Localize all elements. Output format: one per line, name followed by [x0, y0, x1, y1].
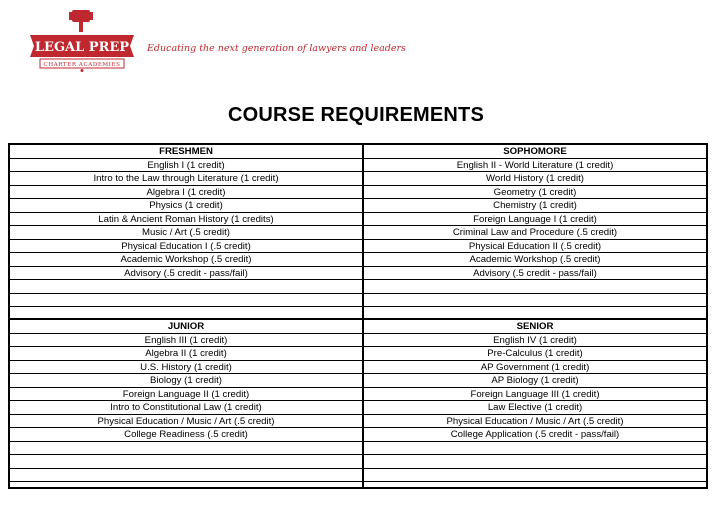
legal-prep-logo	[28, 8, 136, 72]
empty-row	[10, 469, 362, 483]
logo-subtitle: CHARTER ACADEMIES	[43, 62, 121, 68]
course-row: English I (1 credit)	[10, 159, 362, 173]
empty-row	[10, 442, 362, 456]
course-row: AP Government (1 credit)	[364, 361, 706, 375]
tagline: Educating the next generation of lawyers and leaders	[147, 43, 406, 54]
freshmen-section	[10, 145, 364, 320]
year-header: JUNIOR	[10, 320, 362, 334]
course-row: Academic Workshop (.5 credit)	[364, 253, 706, 267]
course-row: Biology (1 credit)	[10, 374, 362, 388]
course-row: Physical Education / Music / Art (.5 credit)	[10, 415, 362, 429]
course-row: U.S. History (1 credit)	[10, 361, 362, 375]
gavel-icon	[28, 8, 136, 72]
empty-row	[364, 469, 706, 483]
course-row: Music / Art (.5 credit)	[10, 226, 362, 240]
course-row: Algebra II (1 credit)	[10, 347, 362, 361]
sophomore-section	[364, 145, 706, 320]
course-row: Advisory (.5 credit - pass/fail)	[10, 267, 362, 281]
course-row: Law Elective (1 credit)	[364, 401, 706, 415]
course-row: Geometry (1 credit)	[364, 186, 706, 200]
course-row: English II - World Literature (1 credit)	[364, 159, 706, 173]
empty-row	[10, 307, 362, 318]
page-title: COURSE REQUIREMENTS	[227, 104, 485, 126]
course-row: Physical Education / Music / Art (.5 credit)	[364, 415, 706, 429]
course-row: Physical Education I (.5 credit)	[10, 240, 362, 254]
course-row: Physics (1 credit)	[10, 199, 362, 213]
course-row: Foreign Language II (1 credit)	[10, 388, 362, 402]
course-row: College Application (.5 credit - pass/fail)	[364, 428, 706, 442]
course-row: Foreign Language III (1 credit)	[364, 388, 706, 402]
year-header: SOPHOMORE	[364, 145, 706, 159]
year-header: SENIOR	[364, 320, 706, 334]
course-row: English IV (1 credit)	[364, 334, 706, 348]
empty-row	[364, 294, 706, 308]
empty-row	[10, 482, 362, 487]
course-row: Advisory (.5 credit - pass/fail)	[364, 267, 706, 281]
empty-row	[10, 455, 362, 469]
course-row: Latin & Ancient Roman History (1 credits)	[10, 213, 362, 227]
course-row: Physical Education II (.5 credit)	[364, 240, 706, 254]
empty-row	[364, 307, 706, 318]
course-row: Academic Workshop (.5 credit)	[10, 253, 362, 267]
course-row: Pre-Calculus (1 credit)	[364, 347, 706, 361]
empty-row	[364, 482, 706, 487]
empty-row	[364, 455, 706, 469]
empty-row	[10, 294, 362, 308]
empty-row	[364, 280, 706, 294]
senior-section	[364, 320, 706, 487]
logo-name: LEGAL PREP	[34, 40, 130, 55]
course-row: World History (1 credit)	[364, 172, 706, 186]
empty-row	[10, 280, 362, 294]
course-row: Algebra I (1 credit)	[10, 186, 362, 200]
year-header: FRESHMEN	[10, 145, 362, 159]
course-row: College Readiness (.5 credit)	[10, 428, 362, 442]
course-row: Intro to Constitutional Law (1 credit)	[10, 401, 362, 415]
course-requirements-table	[8, 143, 708, 489]
course-row: English III (1 credit)	[10, 334, 362, 348]
course-row: Intro to the Law through Literature (1 credit)	[10, 172, 362, 186]
course-row: Criminal Law and Procedure (.5 credit)	[364, 226, 706, 240]
course-row: AP Biology (1 credit)	[364, 374, 706, 388]
empty-row	[364, 442, 706, 456]
junior-section	[10, 320, 364, 487]
course-row: Chemistry (1 credit)	[364, 199, 706, 213]
course-row: Foreign Language I (1 credit)	[364, 213, 706, 227]
